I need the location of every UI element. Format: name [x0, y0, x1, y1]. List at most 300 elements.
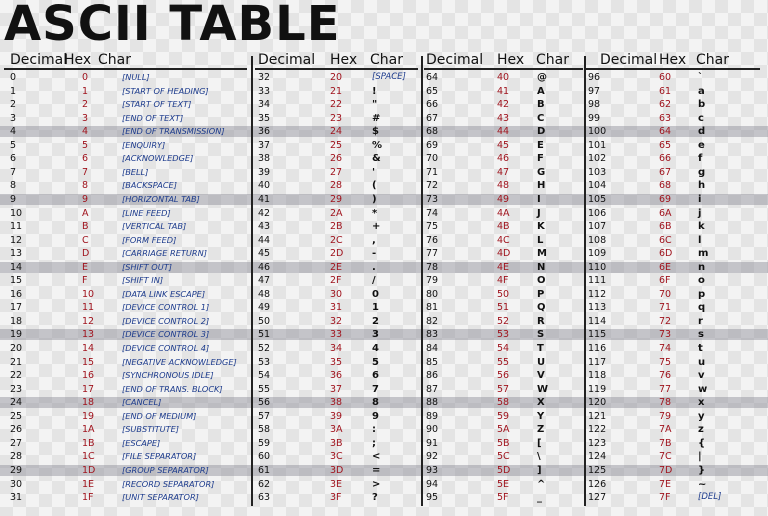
hex-cell: 3C — [330, 451, 343, 463]
decimal-cell: 58 — [258, 424, 271, 436]
char-cell: W — [537, 383, 549, 395]
decimal-cell: 117 — [588, 356, 607, 368]
decimal-cell: 5 — [10, 139, 17, 151]
hex-cell: 4F — [497, 275, 509, 287]
decimal-cell: 74 — [426, 207, 439, 219]
char-cell: h — [698, 180, 706, 192]
decimal-cell: 21 — [10, 356, 23, 368]
char-cell: [ESCAPE] — [122, 437, 161, 448]
char-cell: [SHIFT IN] — [122, 275, 164, 286]
hex-cell: 26 — [330, 153, 343, 165]
decimal-cell: 76 — [426, 234, 439, 246]
decimal-cell: 18 — [10, 315, 23, 327]
decimal-cell: 3 — [10, 112, 17, 124]
hex-cell: C — [82, 234, 89, 246]
char-cell: 1 — [372, 302, 379, 314]
char-cell: j — [698, 207, 702, 219]
hex-cell: 62 — [659, 99, 672, 111]
char-cell: E — [537, 139, 544, 151]
decimal-cell: 71 — [426, 166, 439, 178]
char-cell: / — [372, 275, 376, 287]
hex-cell: 53 — [497, 329, 510, 341]
char-cell: [BELL] — [122, 166, 149, 177]
decimal-cell: 28 — [10, 451, 23, 463]
hex-cell: 73 — [659, 329, 672, 341]
hex-cell: 2D — [330, 248, 344, 260]
hex-cell: 65 — [659, 139, 672, 151]
char-cell: [SPACE] — [372, 72, 406, 82]
decimal-cell: 108 — [588, 234, 607, 246]
hex-cell: 6F — [659, 275, 671, 287]
char-cell: * — [372, 207, 378, 219]
char-cell: V — [537, 370, 545, 382]
decimal-cell: 61 — [258, 464, 271, 476]
hex-cell: 7E — [659, 478, 672, 490]
hex-cell: 2A — [330, 207, 343, 219]
char-cell: [ENQUIRY] — [122, 139, 166, 150]
decimal-cell: 43 — [258, 221, 271, 233]
hex-cell: 49 — [497, 193, 510, 205]
hex-cell: 28 — [330, 180, 343, 192]
decimal-cell: 78 — [426, 261, 439, 273]
char-cell: ( — [372, 180, 377, 192]
decimal-cell: 79 — [426, 275, 439, 287]
hex-cell: 4B — [497, 221, 510, 233]
decimal-cell: 12 — [10, 234, 23, 246]
char-cell: < — [372, 451, 381, 463]
char-cell: y — [698, 410, 705, 422]
hex-cell: 68 — [659, 180, 672, 192]
char-cell: | — [698, 451, 702, 463]
row-highlight — [0, 465, 768, 476]
hex-cell: 15 — [82, 356, 95, 368]
decimal-cell: 16 — [10, 288, 23, 300]
hex-cell: 16 — [82, 370, 95, 382]
hex-cell: 5C — [497, 451, 510, 463]
char-cell: X — [537, 397, 545, 409]
header-hex: Hex — [659, 52, 687, 68]
hex-cell: 77 — [659, 383, 672, 395]
char-cell: [END OF TRANSMISSION] — [122, 126, 225, 137]
row-highlight — [0, 329, 768, 340]
hex-cell: 27 — [330, 166, 343, 178]
hex-cell: 6A — [659, 207, 672, 219]
hex-cell: 7F — [659, 492, 671, 504]
char-cell: [ — [537, 437, 542, 449]
hex-cell: 4D — [497, 248, 511, 260]
hex-cell: 1 — [82, 85, 89, 97]
decimal-cell: 64 — [426, 72, 439, 83]
row-highlight — [0, 126, 768, 137]
char-cell: [END OF TRANS. BLOCK] — [122, 383, 223, 394]
decimal-cell: 42 — [258, 207, 271, 219]
decimal-cell: 33 — [258, 85, 271, 97]
decimal-cell: 116 — [588, 343, 607, 354]
char-cell: $ — [372, 126, 379, 138]
decimal-cell: 26 — [10, 424, 23, 436]
hex-cell: 79 — [659, 410, 672, 422]
char-cell: ` — [698, 72, 703, 83]
hex-cell: 1F — [82, 492, 94, 504]
decimal-cell: 15 — [10, 275, 23, 287]
header-hex: Hex — [497, 52, 525, 68]
hex-cell: 5D — [497, 464, 511, 476]
hex-cell: 38 — [330, 397, 343, 409]
hex-cell: 6 — [82, 153, 89, 165]
decimal-cell: 100 — [588, 126, 607, 138]
decimal-cell: 82 — [426, 315, 439, 327]
char-cell: ] — [537, 464, 542, 476]
decimal-cell: 25 — [10, 410, 23, 422]
decimal-cell: 92 — [426, 451, 439, 463]
page-title: ASCII TABLE — [4, 0, 341, 52]
decimal-cell: 48 — [258, 288, 271, 300]
hex-cell: 18 — [82, 397, 95, 409]
hex-cell: 2B — [330, 221, 343, 233]
decimal-cell: 57 — [258, 410, 271, 422]
char-cell: 4 — [372, 343, 379, 354]
decimal-cell: 118 — [588, 370, 607, 382]
decimal-cell: 40 — [258, 180, 271, 192]
char-cell: ^ — [537, 478, 546, 490]
header-decimal: Decimal — [258, 52, 316, 68]
decimal-cell: 8 — [10, 180, 17, 192]
decimal-cell: 87 — [426, 383, 439, 395]
hex-cell: 37 — [330, 383, 343, 395]
char-cell: i — [698, 193, 702, 205]
decimal-cell: 35 — [258, 112, 271, 124]
decimal-cell: 19 — [10, 329, 23, 341]
hex-cell: 64 — [659, 126, 672, 138]
char-cell: - — [372, 248, 377, 260]
char-cell: I — [537, 193, 541, 205]
decimal-cell: 103 — [588, 166, 607, 178]
char-cell: [FILE SEPARATOR] — [122, 451, 197, 462]
decimal-cell: 39 — [258, 166, 271, 178]
decimal-cell: 68 — [426, 126, 439, 138]
hex-cell: 63 — [659, 112, 672, 124]
char-cell: ' — [372, 166, 376, 178]
char-cell: = — [372, 464, 381, 476]
hex-cell: 5 — [82, 139, 89, 151]
hex-cell: 58 — [497, 397, 510, 409]
hex-cell: 10 — [82, 288, 95, 300]
char-cell: A — [537, 85, 545, 97]
char-cell: N — [537, 261, 546, 273]
decimal-cell: 119 — [588, 383, 607, 395]
char-cell: [NEGATIVE ACKNOWLEDGE] — [122, 356, 237, 367]
char-cell: w — [698, 383, 708, 395]
char-cell: [SYNCHRONOUS IDLE] — [122, 370, 214, 381]
header-decimal: Decimal — [600, 52, 658, 68]
decimal-cell: 115 — [588, 329, 607, 341]
hex-cell: 30 — [330, 288, 343, 300]
char-cell: [UNIT SEPARATOR] — [122, 492, 199, 503]
char-cell: u — [698, 356, 706, 368]
char-cell: _ — [537, 492, 542, 504]
char-cell: r — [698, 315, 703, 327]
hex-cell: 2 — [82, 99, 89, 111]
decimal-cell: 46 — [258, 261, 271, 273]
decimal-cell: 45 — [258, 248, 271, 260]
char-cell: [START OF HEADING] — [122, 85, 209, 96]
char-cell: e — [698, 139, 705, 151]
char-cell: [GROUP SEPARATOR] — [122, 464, 209, 475]
decimal-cell: 6 — [10, 153, 17, 165]
hex-cell: 36 — [330, 370, 343, 382]
hex-cell: 48 — [497, 180, 510, 192]
decimal-cell: 34 — [258, 99, 271, 111]
char-cell: J — [537, 207, 541, 219]
char-cell: s — [698, 329, 704, 341]
decimal-cell: 70 — [426, 153, 439, 165]
hex-cell: 21 — [330, 85, 343, 97]
decimal-cell: 97 — [588, 85, 601, 97]
char-cell: [FORM FEED] — [122, 234, 177, 245]
decimal-cell: 22 — [10, 370, 23, 382]
column-separator — [251, 56, 253, 506]
column-separator — [421, 56, 423, 506]
hex-cell: 78 — [659, 397, 672, 409]
char-cell: [DEL] — [698, 492, 722, 503]
hex-cell: 44 — [497, 126, 510, 138]
char-cell: d — [698, 126, 706, 138]
char-cell: D — [537, 126, 546, 138]
hex-cell: 4E — [497, 261, 510, 273]
hex-cell: 1C — [82, 451, 95, 463]
hex-cell: 2E — [330, 261, 343, 273]
column-separator — [584, 56, 586, 506]
hex-cell: 60 — [659, 72, 672, 83]
hex-cell: A — [82, 207, 89, 219]
char-cell: ? — [372, 492, 378, 504]
hex-cell: 50 — [497, 288, 510, 300]
char-cell: [START OF TEXT] — [122, 99, 192, 110]
decimal-cell: 27 — [10, 437, 23, 449]
char-cell: L — [537, 234, 544, 246]
decimal-cell: 90 — [426, 424, 439, 436]
hex-cell: 31 — [330, 302, 343, 314]
hex-cell: 1B — [82, 437, 95, 449]
decimal-cell: 54 — [258, 370, 271, 382]
decimal-cell: 9 — [10, 193, 17, 205]
hex-cell: 46 — [497, 153, 510, 165]
char-cell: \ — [537, 451, 541, 463]
hex-cell: 71 — [659, 302, 672, 314]
char-cell: [NULL] — [122, 72, 150, 82]
decimal-cell: 65 — [426, 85, 439, 97]
char-cell: " — [372, 99, 378, 111]
row-highlight — [0, 194, 768, 205]
hex-cell: 39 — [330, 410, 343, 422]
char-cell: f — [698, 153, 703, 165]
decimal-cell: 123 — [588, 437, 607, 449]
decimal-cell: 55 — [258, 383, 271, 395]
char-cell: 5 — [372, 356, 379, 368]
hex-cell: 6B — [659, 221, 672, 233]
decimal-cell: 38 — [258, 153, 271, 165]
char-cell: P — [537, 288, 545, 300]
decimal-cell: 83 — [426, 329, 439, 341]
hex-cell: 32 — [330, 315, 343, 327]
decimal-cell: 80 — [426, 288, 439, 300]
hex-cell: 3A — [330, 424, 343, 436]
decimal-cell: 106 — [588, 207, 607, 219]
header-char: Char — [696, 52, 729, 68]
hex-cell: 61 — [659, 85, 672, 97]
hex-cell: 17 — [82, 383, 95, 395]
header-decimal: Decimal — [426, 52, 484, 68]
char-cell: K — [537, 221, 545, 233]
hex-cell: 1A — [82, 424, 95, 436]
hex-cell: 23 — [330, 112, 343, 124]
char-cell: H — [537, 180, 546, 192]
hex-cell: 22 — [330, 99, 343, 111]
hex-cell: 5F — [497, 492, 509, 504]
char-cell: 8 — [372, 397, 379, 409]
char-cell: O — [537, 275, 546, 287]
decimal-cell: 105 — [588, 193, 607, 205]
hex-cell: 19 — [82, 410, 95, 422]
decimal-cell: 52 — [258, 343, 271, 354]
decimal-cell: 73 — [426, 193, 439, 205]
decimal-cell: 47 — [258, 275, 271, 287]
char-cell: m — [698, 248, 709, 260]
decimal-cell: 66 — [426, 99, 439, 111]
char-cell: [DEVICE CONTROL 4] — [122, 343, 210, 353]
char-cell: C — [537, 112, 545, 124]
char-cell: % — [372, 139, 383, 151]
hex-cell: 42 — [497, 99, 510, 111]
char-cell: [DATA LINK ESCAPE] — [122, 288, 206, 299]
header-char: Char — [98, 52, 131, 68]
char-cell: @ — [537, 72, 547, 83]
hex-cell: 6E — [659, 261, 672, 273]
char-cell: k — [698, 221, 705, 233]
hex-cell: 67 — [659, 166, 672, 178]
decimal-cell: 11 — [10, 221, 23, 233]
char-cell: [END OF TEXT] — [122, 112, 184, 123]
char-cell: . — [372, 261, 376, 273]
char-cell: [CANCEL] — [122, 397, 162, 408]
decimal-cell: 44 — [258, 234, 271, 246]
decimal-cell: 86 — [426, 370, 439, 382]
char-cell: q — [698, 302, 706, 314]
decimal-cell: 4 — [10, 126, 17, 138]
header-rule — [586, 68, 760, 70]
hex-cell: 76 — [659, 370, 672, 382]
char-cell: c — [698, 112, 704, 124]
decimal-cell: 63 — [258, 492, 271, 504]
char-cell: 7 — [372, 383, 379, 395]
header-hex: Hex — [64, 52, 92, 68]
hex-cell: E — [82, 261, 89, 273]
decimal-cell: 56 — [258, 397, 271, 409]
char-cell: M — [537, 248, 547, 260]
hex-cell: 3F — [330, 492, 342, 504]
hex-cell: 4 — [82, 126, 89, 138]
decimal-cell: 121 — [588, 410, 607, 422]
char-cell: v — [698, 370, 705, 382]
char-cell: { — [698, 437, 706, 449]
decimal-cell: 114 — [588, 315, 607, 327]
decimal-cell: 112 — [588, 288, 607, 300]
hex-cell: 8 — [82, 180, 89, 192]
char-cell: 3 — [372, 329, 379, 341]
char-cell: , — [372, 234, 376, 246]
decimal-cell: 120 — [588, 397, 607, 409]
char-cell: Z — [537, 424, 545, 436]
hex-cell: 66 — [659, 153, 672, 165]
char-cell: z — [698, 424, 704, 436]
decimal-cell: 30 — [10, 478, 23, 490]
hex-cell: 43 — [497, 112, 510, 124]
char-cell: [BACKSPACE] — [122, 180, 177, 191]
decimal-cell: 89 — [426, 410, 439, 422]
hex-cell: 56 — [497, 370, 510, 382]
decimal-cell: 101 — [588, 139, 607, 151]
decimal-cell: 95 — [426, 492, 439, 504]
header-char: Char — [370, 52, 403, 68]
decimal-cell: 94 — [426, 478, 439, 490]
decimal-cell: 104 — [588, 180, 607, 192]
decimal-cell: 91 — [426, 437, 439, 449]
char-cell: [HORIZONTAL TAB] — [122, 193, 200, 204]
hex-cell: 1E — [82, 478, 95, 490]
hex-cell: 3B — [330, 437, 343, 449]
decimal-cell: 24 — [10, 397, 23, 409]
char-cell: ~ — [698, 478, 707, 490]
char-cell: 9 — [372, 410, 379, 422]
decimal-cell: 85 — [426, 356, 439, 368]
decimal-cell: 107 — [588, 221, 607, 233]
hex-cell: 4C — [497, 234, 510, 246]
hex-cell: 55 — [497, 356, 510, 368]
header-rule — [424, 68, 583, 70]
hex-cell: 41 — [497, 85, 510, 97]
hex-cell: 35 — [330, 356, 343, 368]
header-hex: Hex — [330, 52, 358, 68]
decimal-cell: 62 — [258, 478, 271, 490]
char-cell: n — [698, 261, 706, 273]
header-char: Char — [536, 52, 569, 68]
char-cell: [ACKNOWLEDGE] — [122, 153, 194, 164]
hex-cell: 6D — [659, 248, 673, 260]
char-cell: & — [372, 153, 381, 165]
char-cell: S — [537, 329, 545, 341]
hex-cell: 7 — [82, 166, 89, 178]
hex-cell: 7D — [659, 464, 673, 476]
hex-cell: 1D — [82, 464, 96, 476]
decimal-cell: 49 — [258, 302, 271, 314]
char-cell: : — [372, 424, 376, 436]
decimal-cell: 122 — [588, 424, 607, 436]
char-cell: B — [537, 99, 545, 111]
hex-cell: 59 — [497, 410, 510, 422]
char-cell: [DEVICE CONTROL 1] — [122, 302, 210, 313]
hex-cell: 13 — [82, 329, 95, 341]
hex-cell: 51 — [497, 302, 510, 314]
char-cell: } — [698, 464, 706, 476]
decimal-cell: 13 — [10, 248, 23, 260]
decimal-cell: 88 — [426, 397, 439, 409]
hex-cell: 3D — [330, 464, 344, 476]
hex-cell: 4A — [497, 207, 510, 219]
decimal-cell: 69 — [426, 139, 439, 151]
decimal-cell: 17 — [10, 302, 23, 314]
char-cell: a — [698, 85, 705, 97]
char-cell: p — [698, 288, 706, 300]
